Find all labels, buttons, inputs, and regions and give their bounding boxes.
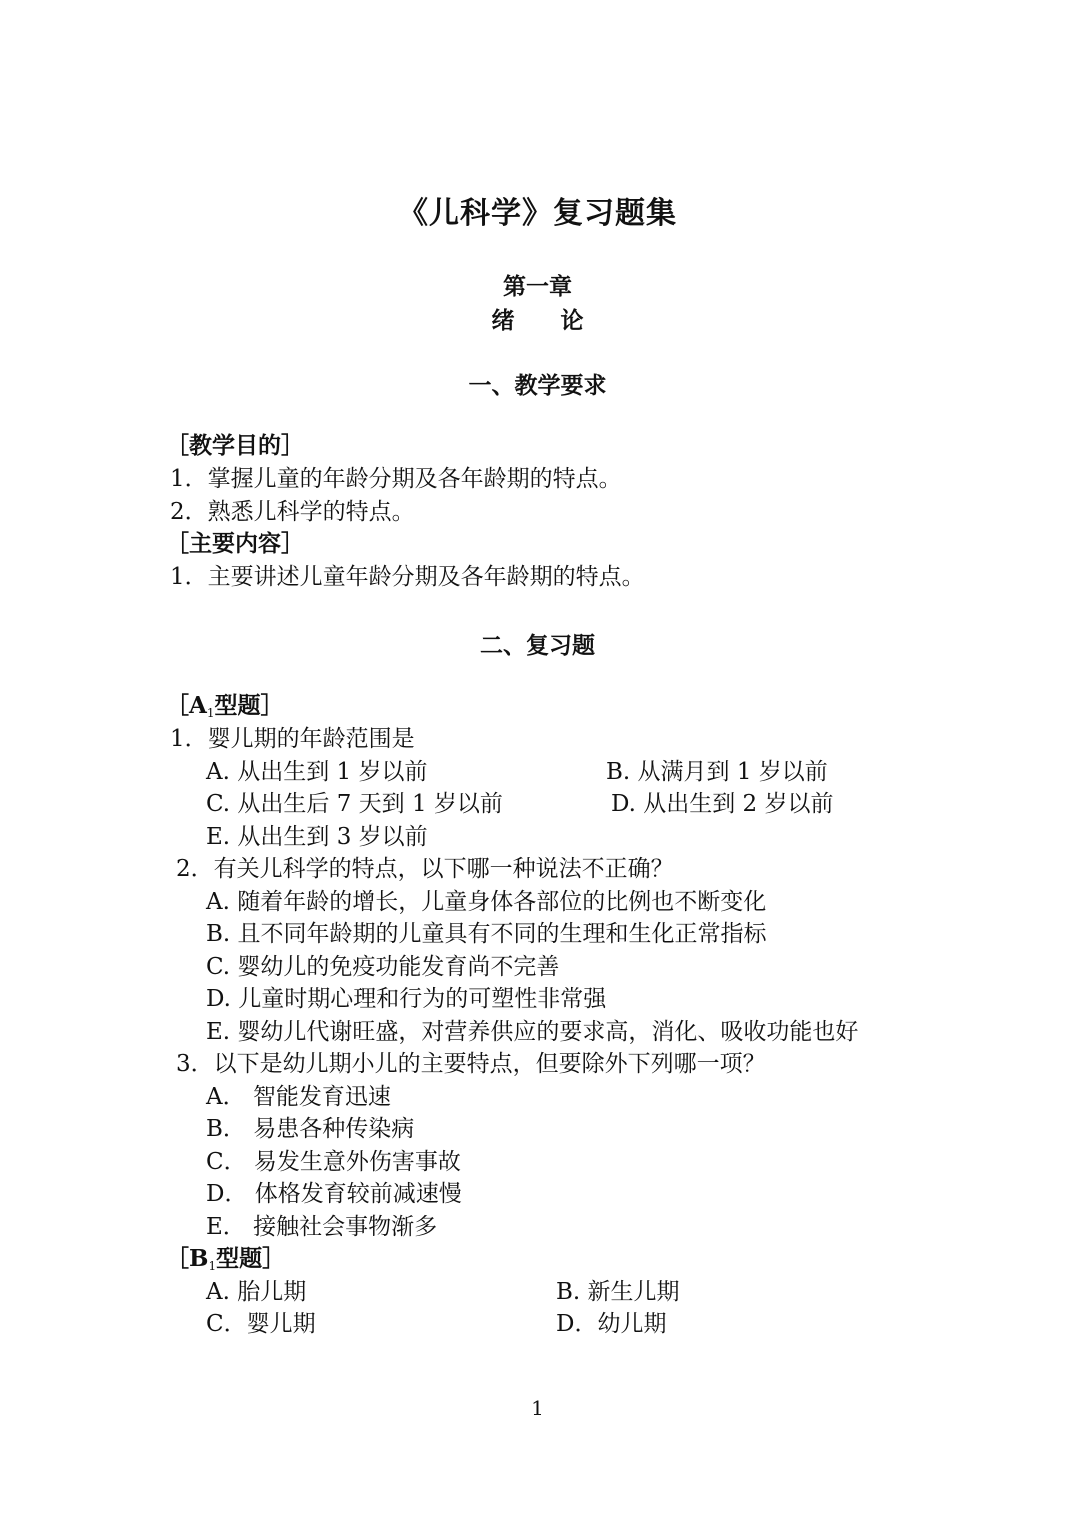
page-number: 1 (531, 1396, 544, 1420)
a1-header-subscript: 1 (206, 706, 215, 720)
q2-option: E. 婴幼儿代谢旺盛，对营养供应的要求高，消化、吸收功能也好 (206, 1019, 859, 1045)
b1-header-prefix: ［B (166, 1245, 209, 1272)
chapter-title: 绪 论 (491, 307, 584, 334)
teaching-goal-item: 1．掌握儿童的年龄分期及各年龄期的特点。 (170, 466, 622, 492)
q1-option-d: D. 从出生到 2 岁以前 (611, 791, 834, 817)
q1-option-c: C. 从出生后 7 天到 1 岁以前 (206, 791, 503, 817)
section-heading-teaching-requirements: 一、教学要求 (468, 372, 607, 399)
b1-option-d: D．幼儿期 (556, 1311, 667, 1337)
section-heading-review-questions: 二、复习题 (480, 632, 595, 659)
teaching-goal-item: 2．熟悉儿科学的特点。 (170, 499, 415, 525)
main-content-header: ［主要内容］ (166, 530, 304, 557)
main-content-item: 1．主要讲述儿童年龄分期及各年龄期的特点。 (170, 564, 645, 590)
q2-option: A. 随着年龄的增长，儿童身体各部位的比例也不断变化 (206, 889, 767, 915)
q2-option: B. 且不同年龄期的儿童具有不同的生理和生化正常指标 (206, 921, 767, 947)
q1-stem: 1．婴儿期的年龄范围是 (170, 726, 415, 752)
q3-option: A． 智能发育迅速 (206, 1084, 391, 1110)
q3-option: D． 体格发育较前减速慢 (206, 1181, 462, 1207)
b1-option-b: B. 新生儿期 (556, 1279, 680, 1305)
chapter-number: 第一章 (503, 273, 572, 300)
b1-header-suffix: 型题］ (216, 1245, 286, 1272)
b1-question-type-header (166, 1244, 285, 1281)
b1-option-a: A. 胎儿期 (206, 1279, 307, 1305)
q2-stem: 2．有关儿科学的特点，以下哪一种说法不正确？ (176, 856, 674, 882)
q3-option: E． 接触社会事物渐多 (206, 1214, 438, 1240)
b1-option-c: C．婴儿期 (206, 1311, 316, 1337)
a1-header-suffix: 型题］ (214, 692, 284, 719)
a1-header-prefix: ［A (166, 692, 207, 719)
q3-option: B． 易患各种传染病 (206, 1116, 415, 1142)
q1-option-e: E. 从出生到 3 岁以前 (206, 824, 428, 850)
teaching-goal-header: ［教学目的］ (166, 432, 304, 459)
b1-header-subscript: 1 (208, 1259, 217, 1273)
q1-option-b: B. 从满月到 1 岁以前 (606, 759, 828, 785)
document-title: 《儿科学》复习题集 (398, 196, 677, 231)
q1-option-a: A. 从出生到 1 岁以前 (206, 759, 428, 785)
a1-question-type-header (166, 691, 284, 728)
q3-stem: 3．以下是幼儿期小儿的主要特点，但要除外下列哪一项？ (176, 1051, 766, 1077)
q2-option: C. 婴幼儿的免疫功能发育尚不完善 (206, 954, 560, 980)
q3-option: C． 易发生意外伤害事故 (206, 1149, 461, 1175)
q2-option: D. 儿童时期心理和行为的可塑性非常强 (206, 986, 607, 1012)
